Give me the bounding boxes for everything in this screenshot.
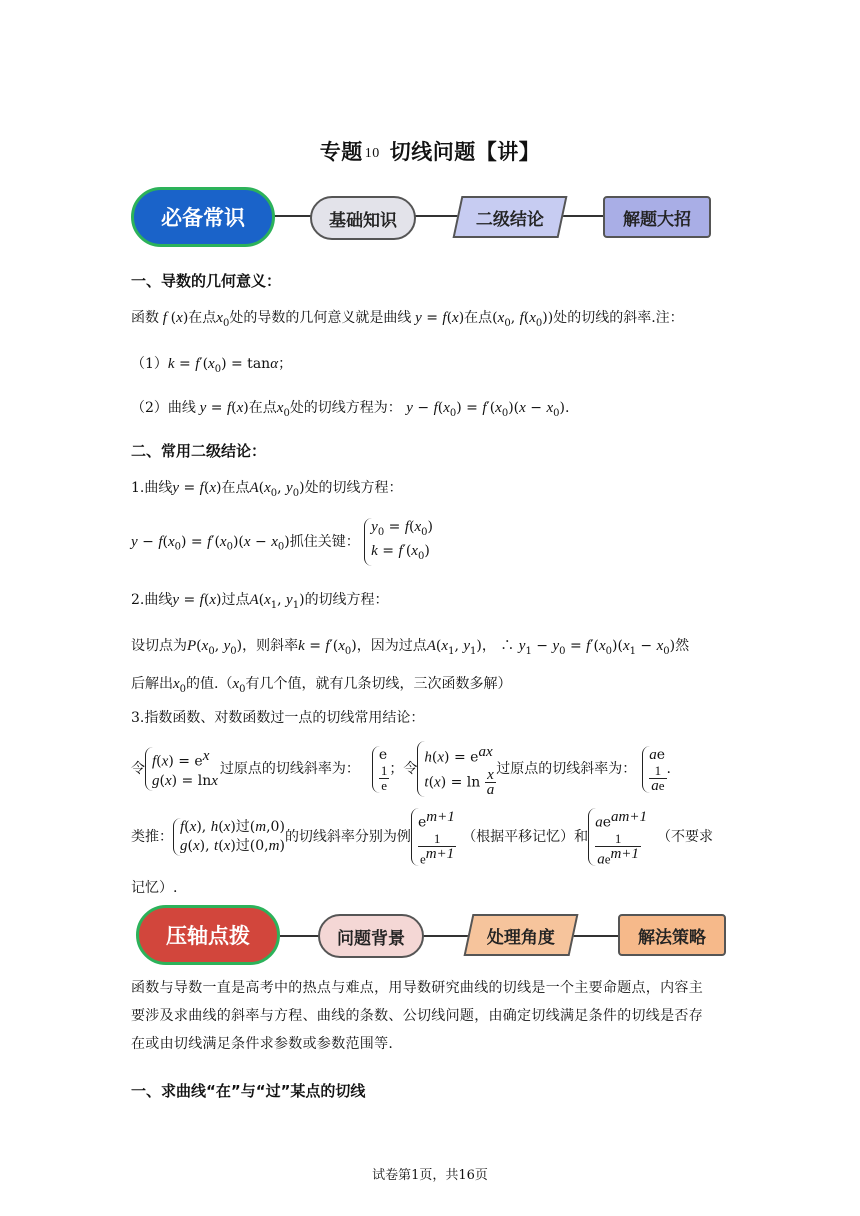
sec1-item1: $(1)k = f'(x_0) = \tan\alpha$； (131, 356, 293, 375)
badge-yazhou: 压轴点拨 (136, 905, 280, 965)
conclusion-2-line2: 后解出$x_0$的值$.(x_0$有几个值，就有几条切线，三次函数多解） (131, 676, 512, 695)
badge-dazhao: 解题大招 (603, 196, 711, 238)
conclusion-3-tail: 记忆）. (131, 880, 178, 896)
conclusion-2-line1: 设切点为$P(x_0$, $y_0$)，则斜率$k = f'(x_0)$，因为过点$A(x_1$, $y_1$)， ∴ $y_1 - y_0 = f'(x_0)(x_1 - x_0)$然 (131, 638, 690, 657)
conclusion-3-head: 3.指数函数、对数函数过一点的切线常用结论： (131, 710, 425, 726)
sec1-item2: （2）曲线 y = f(x)在点$x_0$处的切线方程为： $y - f(x_0) = f'(x_0)(x - x_0)$. (131, 400, 570, 419)
conclusion-1-body: $y - f(x_0) = f'(x_0)(x - x_0)$抓住关键： $y_0 = f(x_0)$ $k = f'(x_0)$ (131, 518, 433, 566)
page-footer: 试卷第1页，共16页 (372, 1168, 488, 1183)
heading-conclusions: 二、常用二级结论： (131, 442, 267, 460)
badge-erji: 二级结论 (453, 196, 568, 238)
system-brace: $y_0 = f(x_0)$ $k = f'(x_0)$ (364, 518, 433, 566)
conclusion-2-head: 2.曲线y = f(x)过点$A(x_1$, $y_1$)的切线方程： (131, 592, 389, 611)
badge-celue: 解法策略 (618, 914, 726, 956)
conclusion-1-head: 1.曲线y = f(x)在点$A(x_0$, $y_0$)处的切线方程： (131, 480, 403, 499)
conclusion-3-line1: 令 $f(x) = e^x$ g(x) = lnx 过原点的切线斜率为： e $\frac{1}{e}$ ；令 $h(x) = e^{ax}$ t(x) = ln $\frac{x}{a}$ 过原点的切线斜率为： ae $\frac{1}{ae}$ . (131, 738, 671, 800)
page-title: 专题 10 切线问题【讲】 (319, 140, 541, 164)
badge-bibei: 必备常识 (131, 187, 275, 247)
badge-beijing: 问题背景 (318, 914, 424, 958)
conclusion-3-line2: 类推： f(x), h(x)过(m,0) g(x), t(x)过(0,m) 的切线斜率分别为例 $e^{m+1}$ $\frac{1}{e^{m+1}}$ （根据平移记忆）和 $ae^{am+1}$ $\frac{1}{ae^{m+1}}$ （不要求 (131, 809, 713, 867)
intro-paragraph: 函数与导数一直是高考中的热点与难点，用导数研究曲线的切线是一个主要命题点，内容主 要涉及求曲线的斜率与方程、曲线的条数、公切线问题，由确定切线满足条件的切线是否存 在或由切线满足条件求参数或参数范围等. (131, 980, 703, 1052)
badge-jichu: 基础知识 (310, 196, 416, 240)
heading-tangent-at-through: 一、求曲线“在”与“过”某点的切线 (131, 1082, 366, 1100)
sec1-line1: 函数 f (x)在点$x_0$处的导数的几何意义就是曲线 y = f(x)在点($x_0$, $f(x_0)$)处的切线的斜率.注： (131, 310, 684, 329)
heading-geometry: 一、导数的几何意义： (131, 272, 282, 290)
badge-jiaodu: 处理角度 (464, 914, 579, 956)
